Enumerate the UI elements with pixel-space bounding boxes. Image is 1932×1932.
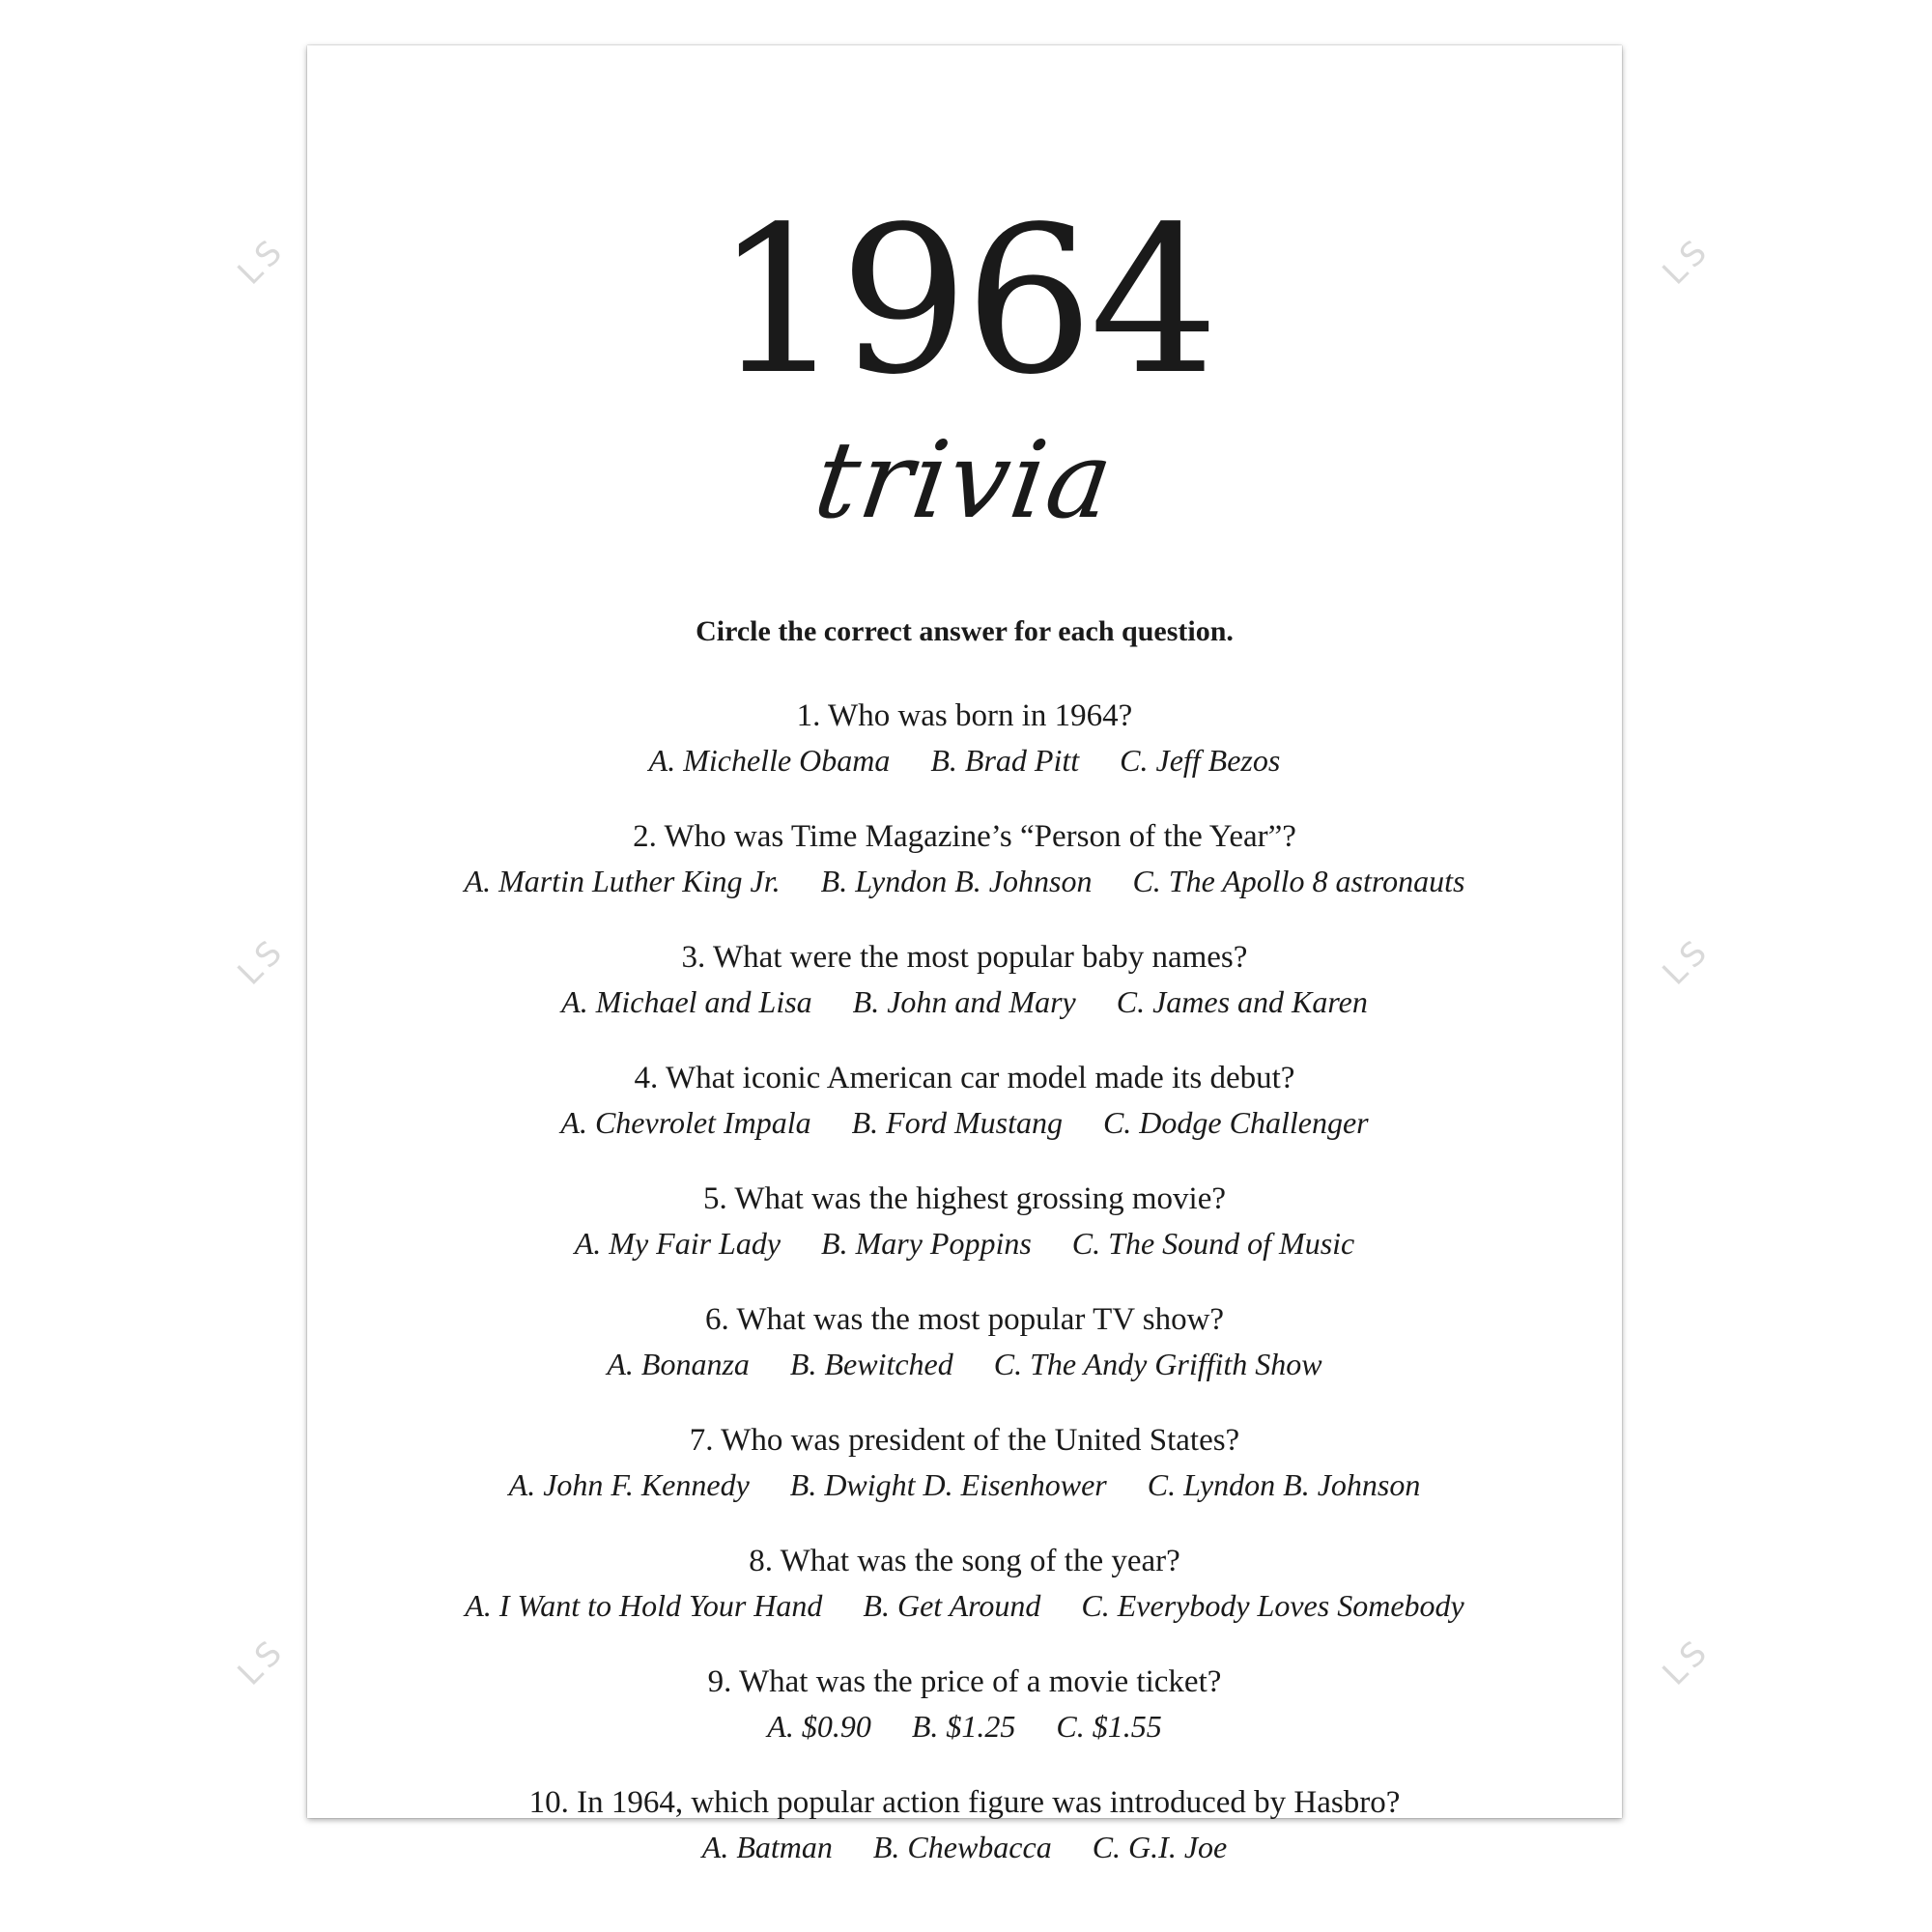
- question-text: 3. What were the most popular baby names?: [681, 940, 1248, 975]
- question-item: [307, 815, 1622, 936]
- watermark-mark: LS: [230, 1630, 294, 1693]
- trivia-card: [307, 45, 1622, 1864]
- question-text: 2. Who was Time Magazine’s “Person of the Year”?: [633, 819, 1296, 854]
- answer-option[interactable]: A. Michelle Obama: [648, 743, 891, 778]
- answer-option[interactable]: B. Dwight D. Eisenhower: [789, 1467, 1107, 1502]
- answer-option[interactable]: A. Michael and Lisa: [561, 984, 812, 1019]
- answer-option[interactable]: B. Chewbacca: [872, 1830, 1052, 1864]
- answer-option[interactable]: C. James and Karen: [1116, 984, 1368, 1019]
- answer-options: [307, 737, 1622, 783]
- answer-options: [307, 1824, 1622, 1870]
- answer-option[interactable]: C. Lyndon B. Johnson: [1147, 1467, 1421, 1502]
- question-item: [307, 1661, 1622, 1781]
- answer-options: [307, 858, 1622, 904]
- answer-option[interactable]: A. Chevrolet Impala: [560, 1105, 811, 1140]
- question-text: 6. What was the most popular TV show?: [704, 1302, 1225, 1337]
- answer-option[interactable]: C. The Sound of Music: [1071, 1226, 1355, 1261]
- question-item: [307, 936, 1622, 1057]
- question-item: [307, 1540, 1622, 1661]
- question-text: 5. What was the highest grossing movie?: [702, 1181, 1227, 1216]
- answer-option[interactable]: C. Dodge Challenger: [1102, 1105, 1369, 1140]
- answer-option[interactable]: C. G.I. Joe: [1092, 1830, 1228, 1864]
- answer-option[interactable]: A. Bonanza: [607, 1347, 750, 1381]
- watermark-mark: LS: [1655, 1630, 1719, 1693]
- question-text: 4. What iconic American car model made its debut?: [634, 1061, 1295, 1095]
- question-text: 7. Who was president of the United States?: [689, 1423, 1240, 1458]
- question-item: [307, 695, 1622, 815]
- answer-option[interactable]: B. Mary Poppins: [821, 1226, 1032, 1261]
- instructions-text: Circle the correct answer for each question.: [696, 615, 1234, 647]
- answer-option[interactable]: C. Jeff Bezos: [1120, 743, 1281, 778]
- question-text: 10. In 1964, which popular action figure was introduced by Hasbro?: [528, 1785, 1401, 1820]
- watermark-mark: LS: [1655, 929, 1719, 993]
- answer-options: [307, 1099, 1622, 1146]
- answer-options: [307, 1703, 1622, 1749]
- answer-option[interactable]: B. Ford Mustang: [851, 1105, 1063, 1140]
- answer-option[interactable]: A. My Fair Lady: [574, 1226, 781, 1261]
- answer-option[interactable]: A. John F. Kennedy: [508, 1467, 750, 1502]
- answer-options: [307, 979, 1622, 1025]
- watermark-mark: LS: [230, 929, 294, 993]
- answer-option[interactable]: A. Batman: [701, 1830, 833, 1864]
- answer-option[interactable]: C. The Apollo 8 astronauts: [1132, 864, 1465, 898]
- answer-option[interactable]: B. $1.25: [911, 1709, 1016, 1744]
- answer-options: [307, 1341, 1622, 1387]
- answer-options: [307, 1462, 1622, 1508]
- question-item: [307, 1419, 1622, 1540]
- answer-option[interactable]: B. John and Mary: [852, 984, 1076, 1019]
- answer-option[interactable]: C. $1.55: [1056, 1709, 1162, 1744]
- answer-option[interactable]: B. Bewitched: [789, 1347, 953, 1381]
- question-item: [307, 1178, 1622, 1298]
- answer-option[interactable]: C. Everybody Loves Somebody: [1081, 1588, 1464, 1623]
- watermark-mark: LS: [230, 229, 294, 293]
- answer-option[interactable]: B. Brad Pitt: [930, 743, 1080, 778]
- answer-option[interactable]: A. $0.90: [767, 1709, 871, 1744]
- question-item: [307, 1057, 1622, 1178]
- page-subtitle: trivia: [808, 418, 1122, 542]
- page-title-year: 1964: [714, 183, 1215, 419]
- answer-options: [307, 1220, 1622, 1266]
- answer-option[interactable]: B. Get Around: [863, 1588, 1041, 1623]
- question-text: 8. What was the song of the year?: [749, 1544, 1180, 1578]
- question-item: [307, 1781, 1622, 1902]
- answer-option[interactable]: C. The Andy Griffith Show: [993, 1347, 1322, 1381]
- answer-option[interactable]: B. Lyndon B. Johnson: [820, 864, 1093, 898]
- watermark-mark: LS: [1655, 229, 1719, 293]
- question-text: 1. Who was born in 1964?: [796, 698, 1133, 733]
- answer-options: [307, 1582, 1622, 1629]
- answer-option[interactable]: A. Martin Luther King Jr.: [464, 864, 781, 898]
- answer-option[interactable]: A. I Want to Hold Your Hand: [465, 1588, 823, 1623]
- question-item: [307, 1298, 1622, 1419]
- question-list: [307, 695, 1622, 1902]
- question-text: 9. What was the price of a movie ticket?: [707, 1664, 1222, 1699]
